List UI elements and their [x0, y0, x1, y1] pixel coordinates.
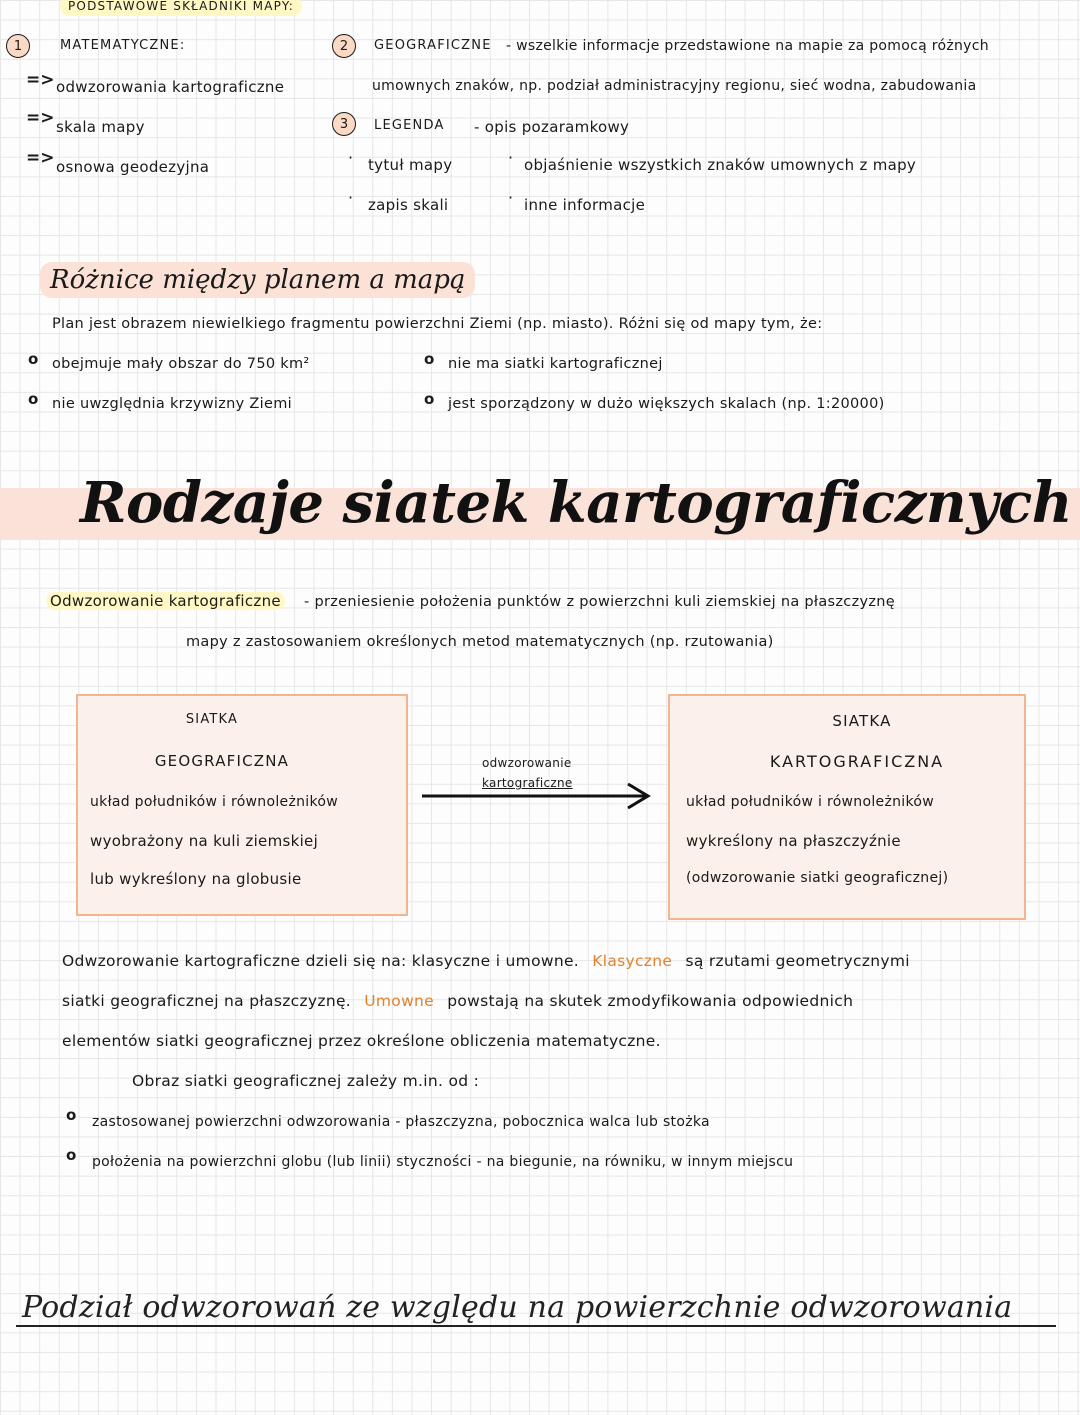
definition-text: mapy z zastosowaniem określonych metod matematycznych (np. rzutowania)	[186, 634, 774, 650]
difference-item: nie ma siatki kartograficznej	[448, 356, 663, 372]
differences-intro: Plan jest obrazem niewielkiego fragmentu powierzchni Ziemi (np. miasto). Różni się od mapy tym, że:	[52, 316, 823, 332]
bullet-dot: ·	[508, 148, 514, 167]
number-badge-1: 1	[6, 34, 30, 58]
legend-item: inne informacje	[524, 196, 646, 214]
legend-item: tytuł mapy	[368, 156, 453, 174]
page-title: Rodzaje siatek kartograficznych	[80, 470, 1072, 536]
bullet-dot: ·	[508, 188, 514, 207]
difference-item: obejmuje mały obszar do 750 km²	[52, 356, 310, 372]
paragraph-text: siatki geograficznej na płaszczyznę.	[62, 992, 352, 1010]
bullet-dot: ·	[348, 148, 354, 167]
section-title: Podział odwzorowań ze względu na powierzchnie odwzorowania	[22, 1290, 1013, 1325]
legend-item: objaśnienie wszystkich znaków umownych z mapy	[524, 156, 917, 174]
difference-item: nie uwzględnia krzywizny Ziemi	[52, 396, 292, 412]
differences-heading: Różnice między planem a mapą	[40, 262, 475, 298]
box-text: lub wykreślony na globusie	[90, 870, 302, 888]
item1-line: odwzorowania kartograficzne	[56, 78, 285, 96]
number-badge-3: 3	[332, 112, 356, 136]
definition-term: Odwzorowanie kartograficzne	[46, 592, 285, 610]
box-title: SIATKA	[185, 712, 239, 727]
box-title: GEOGRAFICZNA	[154, 752, 290, 770]
box-text: (odwzorowanie siatki geograficznej)	[686, 870, 949, 886]
bullet-circle: o	[424, 350, 435, 368]
item3-desc: - opis pozaramkowy	[474, 118, 630, 136]
highlight-term-conventional: Umowne	[364, 992, 435, 1010]
geographic-grid-box	[76, 694, 408, 916]
highlight-term-classic: Klasyczne	[592, 952, 673, 970]
legend-item: zapis skali	[368, 196, 449, 214]
item2-title: GEOGRAFICZNE	[374, 38, 492, 53]
box-text: wykreślony na płaszczyźnie	[686, 832, 901, 850]
arrow-label: odwzorowanie	[482, 756, 572, 770]
paragraph-text: powstają na skutek zmodyfikowania odpowiednich	[447, 992, 854, 1010]
bullet-circle: o	[424, 390, 435, 408]
box-text: układ południków i równoleżników	[686, 794, 934, 810]
number-badge-2: 2	[332, 34, 356, 58]
item1-line: skala mapy	[56, 118, 145, 136]
arrow-label: kartograficzne	[482, 776, 573, 790]
dependency-item: zastosowanej powierzchni odwzorowania - płaszczyzna, pobocznica walca lub stożka	[92, 1114, 710, 1130]
item2-desc: umownych znaków, np. podział administracyjny regionu, sieć wodna, zabudowania	[372, 78, 977, 94]
box-title: SIATKA	[832, 712, 892, 730]
bullet-circle: o	[28, 390, 39, 408]
box-text: wyobrażony na kuli ziemskiej	[90, 832, 319, 850]
arrow-icon: =>	[26, 148, 55, 168]
title-underline	[16, 1325, 1056, 1327]
paragraph-line	[62, 952, 910, 970]
paragraph-line: elementów siatki geograficznej przez określone obliczenia matematyczne.	[62, 1032, 661, 1050]
paragraph-line: Obraz siatki geograficznej zależy m.in. od :	[132, 1072, 480, 1090]
cartographic-grid-box	[668, 694, 1026, 920]
definition-text: - przeniesienie położenia punktów z powierzchni kuli ziemskiej na płaszczyznę	[304, 594, 895, 610]
item2-desc: - wszelkie informacje przedstawione na mapie za pomocą różnych	[506, 38, 989, 54]
item1-title: MATEMATYCZNE:	[60, 38, 186, 53]
dependency-item: położenia na powierzchni globu (lub linii) styczności - na biegunie, na równiku, w innym miejscu	[92, 1154, 794, 1170]
paragraph-text: są rzutami geometrycznymi	[685, 952, 910, 970]
item3-title: LEGENDA	[374, 118, 445, 133]
bullet-circle: o	[28, 350, 39, 368]
box-title: KARTOGRAFICZNA	[769, 752, 945, 771]
paragraph-line	[62, 992, 853, 1010]
arrow-icon: =>	[26, 108, 55, 128]
bullet-circle: o	[66, 1146, 77, 1164]
arrow-icon: =>	[26, 70, 55, 90]
paragraph-text: Odwzorowanie kartograficzne dzieli się na: klasyczne i umowne.	[62, 952, 580, 970]
section-header: PODSTAWOWE SKŁADNIKI MAPY:	[60, 0, 302, 16]
item1-line: osnowa geodezyjna	[56, 158, 210, 176]
right-arrow-icon	[420, 782, 656, 812]
box-text: układ południków i równoleżników	[90, 794, 338, 810]
bullet-dot: ·	[348, 188, 354, 207]
difference-item: jest sporządzony w dużo większych skalach (np. 1:20000)	[448, 396, 885, 412]
bullet-circle: o	[66, 1106, 77, 1124]
